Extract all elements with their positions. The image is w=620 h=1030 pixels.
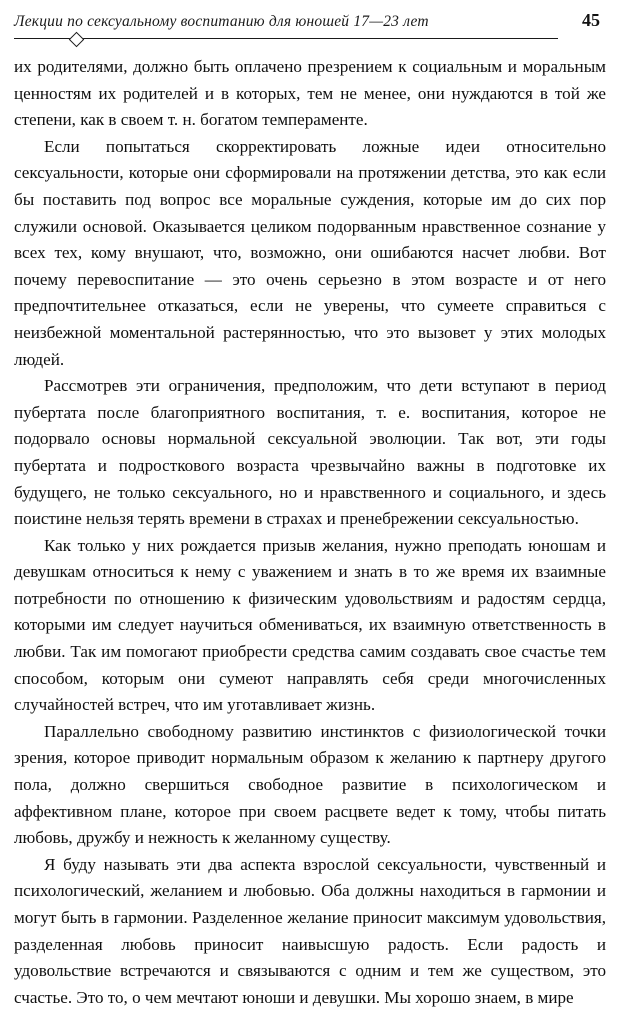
paragraph: Я буду называть эти два аспекта взрослой сексуальности, чувственный и психологический, желанием и любовью. Оба должны находиться в гармонии и могут быть в гармонии. Разделенное желание приносит максимум удовольствия, разделенная любовь приносит наивысшую радость. Если радость и удовольствие встречаются и связываются с одним и тем же существом, это счастье. Это то, о чем мечтают юноши и девушки. Мы хорошо знаем, в мире xyxy=(14,854,606,1007)
paragraph: их родителями, должно быть оплачено презрением к социальным и моральным ценностям их родителей и в которых, тем не менее, они нуждаются в той же степени, как в своем т. н. богатом темпераменте. xyxy=(14,57,606,130)
running-title: Лекции по сексуальному воспитанию для юношей 17—23 лет xyxy=(14,13,429,30)
diamond-icon xyxy=(69,31,85,47)
paragraph: Если попытаться скорректировать ложные идеи относительно сексуальности, которые они сформировали на протяжении детства, это как если бы поставить под вопрос все моральные суждения, которые им до сих пор служили основой. Оказывается целиком подорванным нравственное сознание у всех тех, кому внушают, что, возможно, они ошибаются насчет любви. Вот почему перевоспитание — это очень серьезно в этом возрасте и от него предпочтительнее отказаться, если не уверены, что сумеете справиться с неизбежной моментальной растерянностью, что это вызовет у этих молодых людей. xyxy=(14,136,606,369)
page-number: 45 xyxy=(582,10,600,30)
paragraph: Как только у них рождается призыв желания, нужно преподать юношам и девушкам относиться к нему с уважением и знать в то же время их взаимные потребности по отношению к физическим удовольствиям и радостям сердца, которыми им следует научиться обмениваться, их взаимную ответственность в любви. Так им помогают приобрести средства самим создавать свое счастье тем способом, которым они сумеют направлять себя среди многочисленных случайностей встреч, что им уготавливает жизнь. xyxy=(14,535,606,715)
body-text xyxy=(14,54,606,1011)
paragraph: Рассмотрев эти ограничения, предположим, что дети вступают в период пубертата после благоприятного воспитания, т. е. воспитания, которое не подорвало основы нормальной сексуальной эволюции. Так вот, эти годы пубертата и подросткового возраста чрезвычайно важны в подготовке их будущего, не только сексуального, но и нравственного и социального, и здесь поистине нельзя терять времени в страхах и пренебрежении сексуальностью. xyxy=(14,376,606,529)
header-rule-line xyxy=(14,38,558,39)
paragraph: Параллельно свободному развитию инстинктов с физиологической точки зрения, которое приводит нормальным образом к желанию к партнеру другого пола, должно свершиться свободное развитие в психологическом и аффективном плане, которое при своем расцвете ведет к тому, чтобы питать любовь, дружбу и нежность к желанному существу. xyxy=(14,721,606,848)
header-rule xyxy=(14,32,606,44)
